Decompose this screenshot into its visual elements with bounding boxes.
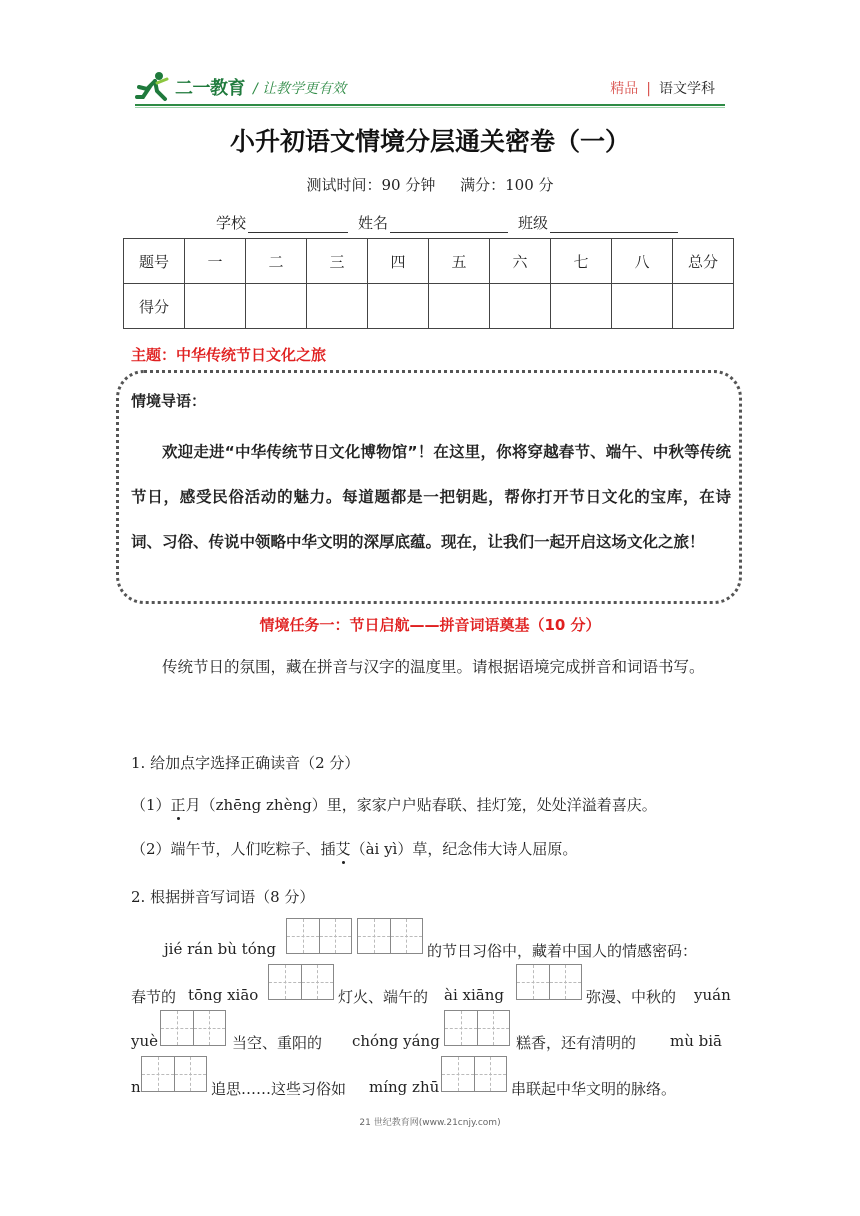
pinyin-label: jié rán bù tóng [164,940,276,958]
student-fields [216,212,688,233]
table-cell: 四 [368,239,429,284]
header-separator: | [646,81,651,97]
table-cell: 五 [429,239,490,284]
writing-grid[interactable] [444,1010,510,1046]
score-input-cell[interactable] [368,284,429,329]
logo-text: 二一教育 [175,78,245,99]
q1a-prefix: （1） [131,796,171,814]
score-input-cell[interactable] [673,284,734,329]
fill-text: 串联起中华文明的脉络。 [511,1080,677,1098]
pinyin-label: chóng yáng [352,1032,440,1050]
writing-grid[interactable] [160,1010,226,1046]
page-footer: 21 世纪教育网(www.21cnjy.com) [359,1118,501,1128]
header-divider [135,104,725,106]
writing-grid[interactable] [268,964,334,1000]
school-label: 学校 [216,214,247,232]
pinyin-label: tōng xiāo [188,986,259,1004]
subject-label: 语文学科 [659,81,715,97]
fill-text: 弥漫、中秋的 [586,988,677,1006]
score-input-cell[interactable] [429,284,490,329]
pinyin-label: ài xiāng [444,986,504,1004]
score-input-cell[interactable] [551,284,612,329]
class-label: 班级 [518,214,549,232]
score-input-cell[interactable] [246,284,307,329]
table-cell: 得分 [124,284,185,329]
q1b-text: （ài yì）草，纪念伟大诗人屈原。 [350,840,578,858]
score-input-cell[interactable] [185,284,246,329]
exam-time: 测试时间：90 分钟 [306,176,436,194]
fill-text: 春节的 [131,988,177,1006]
table-cell: 七 [551,239,612,284]
score-input-cell[interactable] [307,284,368,329]
score-input-cell[interactable] [612,284,673,329]
fill-text: 糕香，还有清明的 [516,1034,637,1052]
theme-heading: 主题：中华传统节日文化之旅 [131,346,327,364]
dotted-char: 艾 [335,840,351,858]
header-right [610,78,715,98]
exam-info [0,174,860,195]
quality-tag: 精品 [610,81,639,97]
question-1: 1. 给加点字选择正确读音（2 分） [131,754,360,772]
fill-text: 的节日习俗中，藏着中国人的情感密码： [427,942,698,960]
score-input-cell[interactable] [490,284,551,329]
brand-logo [135,70,245,104]
question-1-part-1 [131,794,657,815]
runner-logo-icon [135,71,171,103]
score-header-row [124,239,734,284]
pinyin-label: yuán [694,986,731,1004]
guide-title: 情境导语： [131,392,207,410]
table-cell: 八 [612,239,673,284]
question-1-part-2 [131,838,577,859]
fill-text: 当空、重阳的 [232,1034,323,1052]
task1-intro: 传统节日的氛围，藏在拼音与汉字的温度里。请根据语境完成拼音和词语书写。 [162,658,705,676]
table-cell: 总分 [673,239,734,284]
writing-grid[interactable] [286,918,352,954]
writing-grid[interactable] [141,1056,207,1092]
table-cell: 一 [185,239,246,284]
writing-grid[interactable] [441,1056,507,1092]
fill-text: 追思……这些习俗如 [211,1080,347,1098]
pinyin-label: n [131,1078,141,1096]
table-cell: 题号 [124,239,185,284]
pinyin-label: mù biā [670,1032,722,1050]
name-label: 姓名 [358,214,389,232]
header-divider-secondary [135,107,725,108]
page-header [135,70,725,104]
school-field[interactable] [248,214,348,233]
table-cell: 三 [307,239,368,284]
pinyin-label: yuè [131,1032,159,1050]
writing-grid[interactable] [357,918,423,954]
exam-full-score: 满分：100 分 [460,176,554,194]
pinyin-label: míng zhū [369,1078,440,1096]
writing-grid[interactable] [516,964,582,1000]
table-cell: 二 [246,239,307,284]
slogan: / 让教学更有效 [253,81,347,97]
score-table [123,238,734,329]
guide-text: 欢迎走进“中华传统节日文化博物馆”！在这里，你将穿越春节、端午、中秋等传统节日，感受民俗活动的魅力。每道题都是一把钥匙，帮你打开节日文化的宝库，在诗词、习俗、传说中领略中华文明的深厚底蕴。现在，让我们一起开启这场文化之旅！ [131,443,731,551]
name-field[interactable] [390,214,508,233]
q1a-text: 月（zhēng zhèng）里，家家户户贴春联、挂灯笼，处处洋溢着喜庆。 [185,796,657,814]
fill-text: 灯火、端午的 [338,988,429,1006]
table-cell: 六 [490,239,551,284]
dotted-char: 正 [170,796,186,814]
task1-title: 情境任务一：节日启航——拼音词语奠基（10 分） [259,616,601,634]
class-field[interactable] [550,214,678,233]
score-value-row [124,284,734,329]
page-title: 小升初语文情境分层通关密卷（一） [229,127,630,156]
q1b-prefix: （2）端午节，人们吃粽子、插 [131,840,336,858]
question-2: 2. 根据拼音写词语（8 分） [131,888,315,906]
